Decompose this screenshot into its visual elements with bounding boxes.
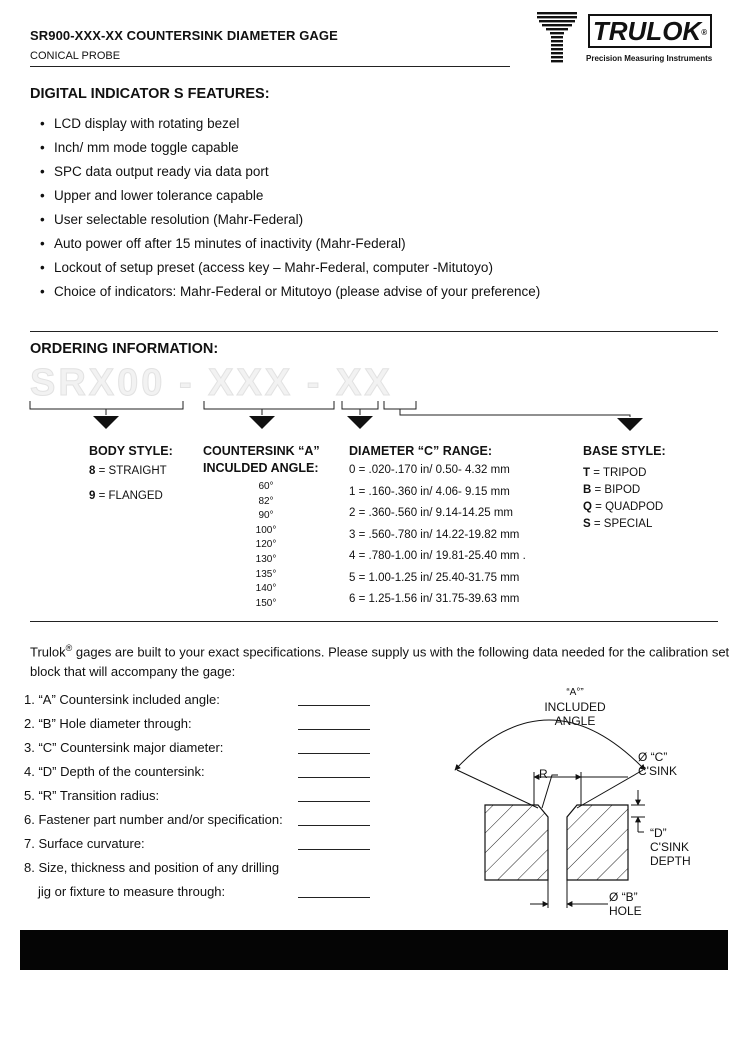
list-item: 90°	[258, 510, 274, 522]
part-code-ghost: SRX00 - XXX - XX	[30, 362, 393, 404]
header-divider	[30, 66, 510, 67]
list-item: jig or fixture to measure through:	[38, 884, 226, 899]
list-item: 3 = .560-.780 in/ 14.22-19.82 mm	[349, 528, 520, 541]
page-subtitle: CONICAL PROBE	[30, 50, 121, 62]
list-item: 6 = 1.25-1.56 in/ 31.75-39.63 mm	[349, 593, 520, 605]
angle-label: “A°” INCLUDED ANGLE	[544, 687, 606, 728]
countersink-heading: COUNTERSINK “A” INCULDED ANGLE:	[203, 444, 320, 475]
angle-list	[251, 480, 281, 611]
list-item: 150°	[255, 597, 277, 609]
answer-line-5[interactable]	[298, 801, 370, 802]
list-item: 4. “D” Depth of the countersink:	[24, 764, 205, 779]
answer-line-1[interactable]	[298, 705, 370, 706]
base-style-option: B = BIPOD	[583, 484, 641, 496]
list-item: • Lockout of setup preset (access key – Mahr-Federal, computer -Mitutoyo)	[40, 260, 493, 275]
diameter-heading: DIAMETER “C” RANGE:	[349, 444, 493, 458]
logo-tagline: Precision Measuring Instruments	[586, 54, 713, 63]
base-style-option: Q = QUADPOD	[583, 501, 664, 513]
answer-line-8[interactable]	[298, 897, 370, 898]
answer-line-3[interactable]	[298, 753, 370, 754]
list-item: • Inch/ mm mode toggle capable	[40, 140, 239, 155]
list-item: 5. “R” Transition radius:	[24, 788, 160, 803]
b-hole-label: Ø “B” HOLE	[609, 890, 642, 918]
list-item: • Choice of indicators: Mahr-Federal or Mitutoyo (please advise of your preference)	[40, 284, 541, 299]
answer-line-4[interactable]	[298, 777, 370, 778]
part-code-brackets	[0, 395, 750, 435]
answer-line-2[interactable]	[298, 729, 370, 730]
list-item: 3. “C” Countersink major diameter:	[24, 740, 224, 755]
footer-bar	[20, 930, 728, 970]
list-item: • User selectable resolution (Mahr-Federal)	[40, 212, 304, 227]
list-item: • SPC data output ready via data port	[40, 164, 269, 179]
answer-line-7[interactable]	[298, 849, 370, 850]
base-style-option: S = SPECIAL	[583, 518, 653, 530]
list-item: 130°	[255, 553, 277, 565]
list-item: 5 = 1.00-1.25 in/ 25.40-31.75 mm	[349, 571, 520, 584]
ordering-heading: ORDERING INFORMATION:	[30, 341, 219, 357]
base-style-heading: BASE STYLE:	[583, 444, 666, 458]
answer-line-6[interactable]	[298, 825, 370, 826]
body-style-option: 8 = STRAIGHT	[89, 465, 167, 477]
list-item: 7. Surface curvature:	[24, 836, 145, 851]
list-item: 1. “A” Countersink included angle:	[24, 692, 220, 707]
list-item: 1 = .160-.360 in/ 4.06- 9.15 mm	[349, 485, 510, 498]
calibration-intro: Trulok® gages are built to your exact specifications. Please supply us with the following data needed for the calibration set block that will accompany the gage:	[30, 643, 730, 680]
trulok-logo: TRULOK®	[588, 14, 712, 48]
list-item: 8. Size, thickness and position of any drilling	[24, 860, 280, 875]
list-item: • Upper and lower tolerance capable	[40, 188, 264, 203]
features-list	[40, 114, 540, 306]
list-item: 2. “B” Hole diameter through:	[24, 716, 192, 731]
list-item: 140°	[255, 583, 277, 595]
body-style-option: 9 = FLANGED	[89, 490, 163, 502]
list-item: • Auto power off after 15 minutes of inactivity (Mahr-Federal)	[40, 236, 406, 251]
radius-label: R	[539, 767, 548, 781]
calibration-list	[24, 690, 283, 906]
list-item: 60°	[258, 481, 274, 492]
page-title: SR900-XXX-XX COUNTERSINK DIAMETER GAGE	[30, 28, 338, 43]
section-divider	[30, 621, 718, 622]
body-style-heading: BODY STYLE:	[89, 444, 173, 458]
list-item: • LCD display with rotating bezel	[40, 116, 240, 131]
list-item: 100°	[255, 524, 277, 536]
diameter-range-list	[349, 460, 526, 611]
features-heading: DIGITAL INDICATOR S FEATURES:	[30, 86, 270, 102]
base-style-option: T = TRIPOD	[583, 467, 647, 479]
section-divider	[30, 331, 718, 332]
trulok-logo-icon	[537, 12, 577, 64]
c-diameter-label: Ø “C” C'SINK	[638, 750, 677, 778]
workpiece-block	[485, 805, 628, 880]
list-item: 120°	[255, 539, 277, 551]
list-item: 135°	[255, 568, 277, 580]
list-item: 0 = .020-.170 in/ 0.50- 4.32 mm	[349, 464, 510, 476]
list-item: 6. Fastener part number and/or specification:	[24, 812, 283, 827]
list-item: 4 = .780-1.00 in/ 19.81-25.40 mm .	[349, 550, 526, 562]
list-item: 2 = .360-.560 in/ 9.14-14.25 mm	[349, 507, 513, 519]
list-item: 82°	[258, 495, 274, 507]
d-depth-label: “D” C'SINK DEPTH	[650, 826, 691, 868]
logo-text: TRULOK	[592, 16, 702, 46]
